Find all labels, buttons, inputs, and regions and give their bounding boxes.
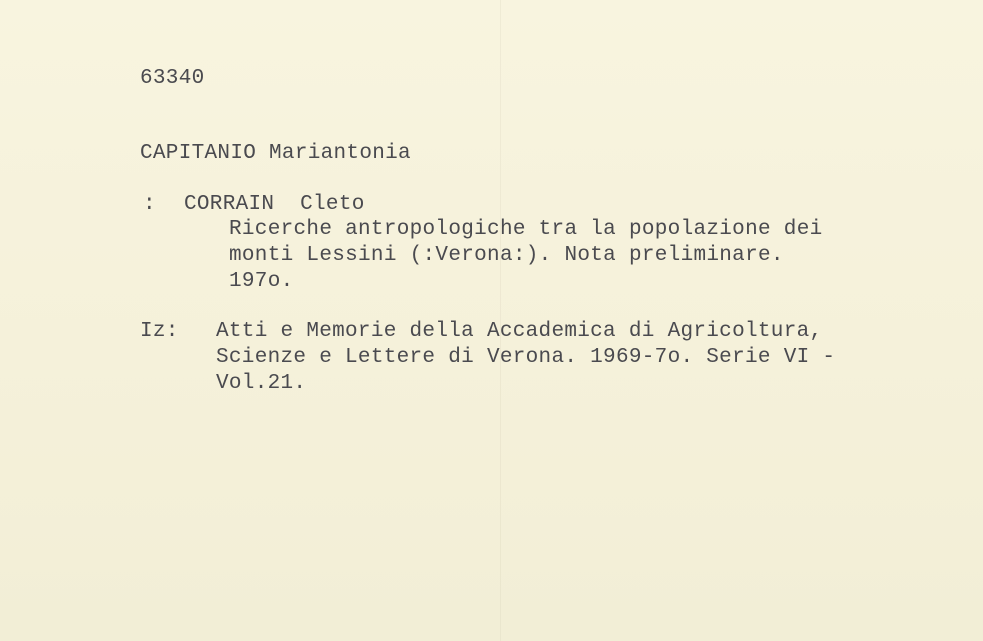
coauthor-name: CORRAIN Cleto (184, 193, 365, 216)
coauthor-marker: : (143, 193, 156, 216)
title-line: Ricerche antropologiche tra la popolazione dei (229, 218, 823, 241)
source-line: Scienze e Lettere di Verona. 1969-7o. Serie VI - (216, 346, 836, 369)
source-line: Vol.21. (216, 372, 307, 395)
source-line: Atti e Memorie della Accademica di Agricoltura, (216, 320, 823, 343)
card-number: 63340 (140, 67, 205, 90)
author-heading: CAPITANIO Mariantonia (140, 142, 411, 165)
source-prefix: Iz: (140, 320, 179, 343)
title-line: 197o. (229, 270, 294, 293)
title-line: monti Lessini (:Verona:). Nota preliminare. (229, 244, 784, 267)
